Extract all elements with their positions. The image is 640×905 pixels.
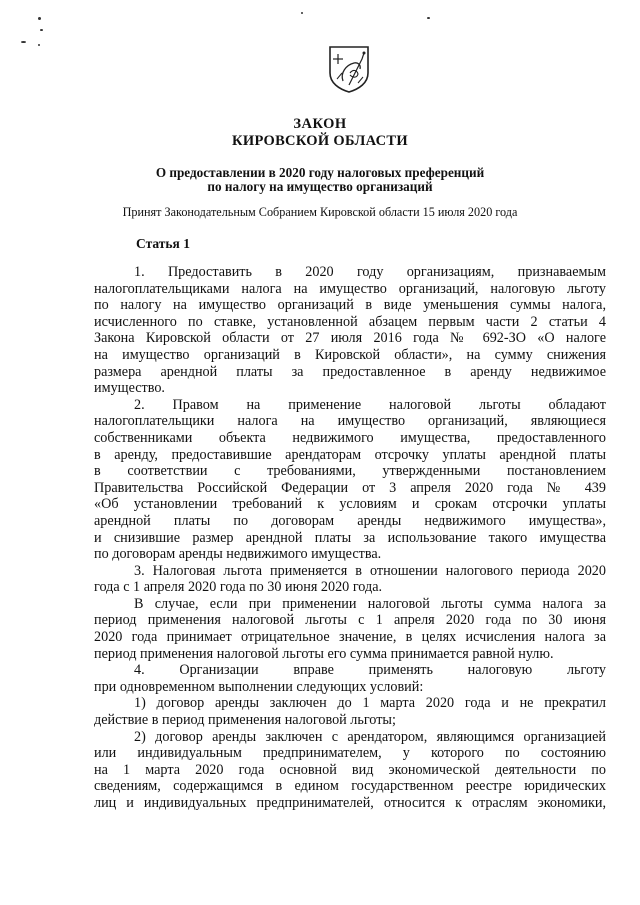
body-line: года с 1 апреля 2020 года по 30 июня 2020 года. xyxy=(94,579,383,596)
body-line: на 1 марта 2020 года основной вид экономической деятельности по xyxy=(94,761,606,778)
scan-speck xyxy=(427,17,430,19)
scan-speck xyxy=(40,29,43,31)
body-line: имущество. xyxy=(94,380,165,397)
scan-speck xyxy=(301,12,303,14)
adoption-note: Принят Законодательным Собранием Кировской области 15 июля 2020 года xyxy=(122,205,518,219)
law-subject xyxy=(0,166,640,194)
body-line: по налогу на имущество организаций в виде уменьшения суммы налога, xyxy=(94,297,606,314)
kirov-region-coat-of-arms-emblem xyxy=(328,45,370,93)
body-line: 4. Организации вправе применять налоговую льготу xyxy=(134,662,606,679)
body-line: 3. Налоговая льгота применяется в отношении налогового периода 2020 xyxy=(134,562,606,579)
body-line: в аренду, предоставившие арендаторам отсрочку уплаты арендной платы xyxy=(94,446,606,463)
body-line: размера арендной платы за предоставленное в аренду недвижимое xyxy=(94,363,606,380)
body-line: сведениям, содержащимся в едином государственном реестре юридических xyxy=(94,778,606,795)
body-line: период применения налоговой льготы с 1 апреля 2020 года по 30 июня xyxy=(94,612,606,629)
body-line: 1) договор аренды заключен до 1 марта 2020 года и не прекратил xyxy=(134,695,606,712)
body-line: налогоплательщики налога на имущество организаций, являющиеся xyxy=(94,413,606,430)
law-subject-line: О предоставлении в 2020 году налоговых преференций xyxy=(155,165,485,180)
body-line: на имущество организаций в Кировской области», на сумму снижения xyxy=(94,346,606,363)
body-line: действие в период применения налоговой льготы; xyxy=(94,712,396,729)
body-line: 1. Предоставить в 2020 году организациям, признаваемым xyxy=(134,264,606,280)
law-region: КИРОВСКОЙ ОБЛАСТИ xyxy=(232,133,408,149)
scan-speck xyxy=(38,44,40,46)
body-line: при одновременном выполнении следующих условий: xyxy=(94,678,424,695)
law-title: ЗАКОН xyxy=(293,116,347,132)
body-line: 2020 года принимает отрицательное значение, в целях исчисления налога за xyxy=(94,629,606,646)
body-line: В случае, если при применении налоговой льготы сумма налога за xyxy=(134,595,606,612)
scan-speck xyxy=(21,41,26,43)
body-line: в соответствии с требованиями, утвержденными постановлением xyxy=(94,463,606,480)
body-line: налогоплательщиками налога на имущество организаций, налоговую льготу xyxy=(94,280,606,297)
body-line: исчисленного по ставке, установленной абзацем первым части 2 статьи 4 xyxy=(94,313,606,330)
body-line: лиц и индивидуальных предпринимателей, относится к отраслям экономики, xyxy=(94,795,606,811)
body-line: арендной платы по договорам аренды недвижимого имущества», xyxy=(94,512,606,529)
body-line: 2. Правом на применение налоговой льготы обладают xyxy=(134,396,606,413)
body-line: Правительства Российской Федерации от 3 апреля 2020 года № 439 xyxy=(94,479,606,496)
body-line: «Об установлении требований к условиям и срокам отсрочки уплаты xyxy=(94,496,606,513)
article-body xyxy=(94,264,606,812)
law-subject-line: по налогу на имущество организаций xyxy=(207,179,433,194)
body-line: по договорам аренды недвижимого имущества. xyxy=(94,546,382,563)
article-heading: Статья 1 xyxy=(136,236,190,251)
body-line: Закона Кировской области от 27 июля 2016 года № 692-ЗО «О налоге xyxy=(94,330,606,347)
scan-speck xyxy=(38,17,41,20)
body-line: и снизившие размер арендной платы за использование такого имущества xyxy=(94,529,606,546)
body-line: 2) договор аренды заключен с арендатором, являющимся организацией xyxy=(134,728,606,745)
body-line: собственниками объекта недвижимого имущества, предоставленного xyxy=(94,429,606,446)
body-line: период применения налоговой льготы его сумма принимается равной нулю. xyxy=(94,645,554,662)
body-line: или индивидуальным предпринимателем, у которого по состоянию xyxy=(94,745,606,762)
